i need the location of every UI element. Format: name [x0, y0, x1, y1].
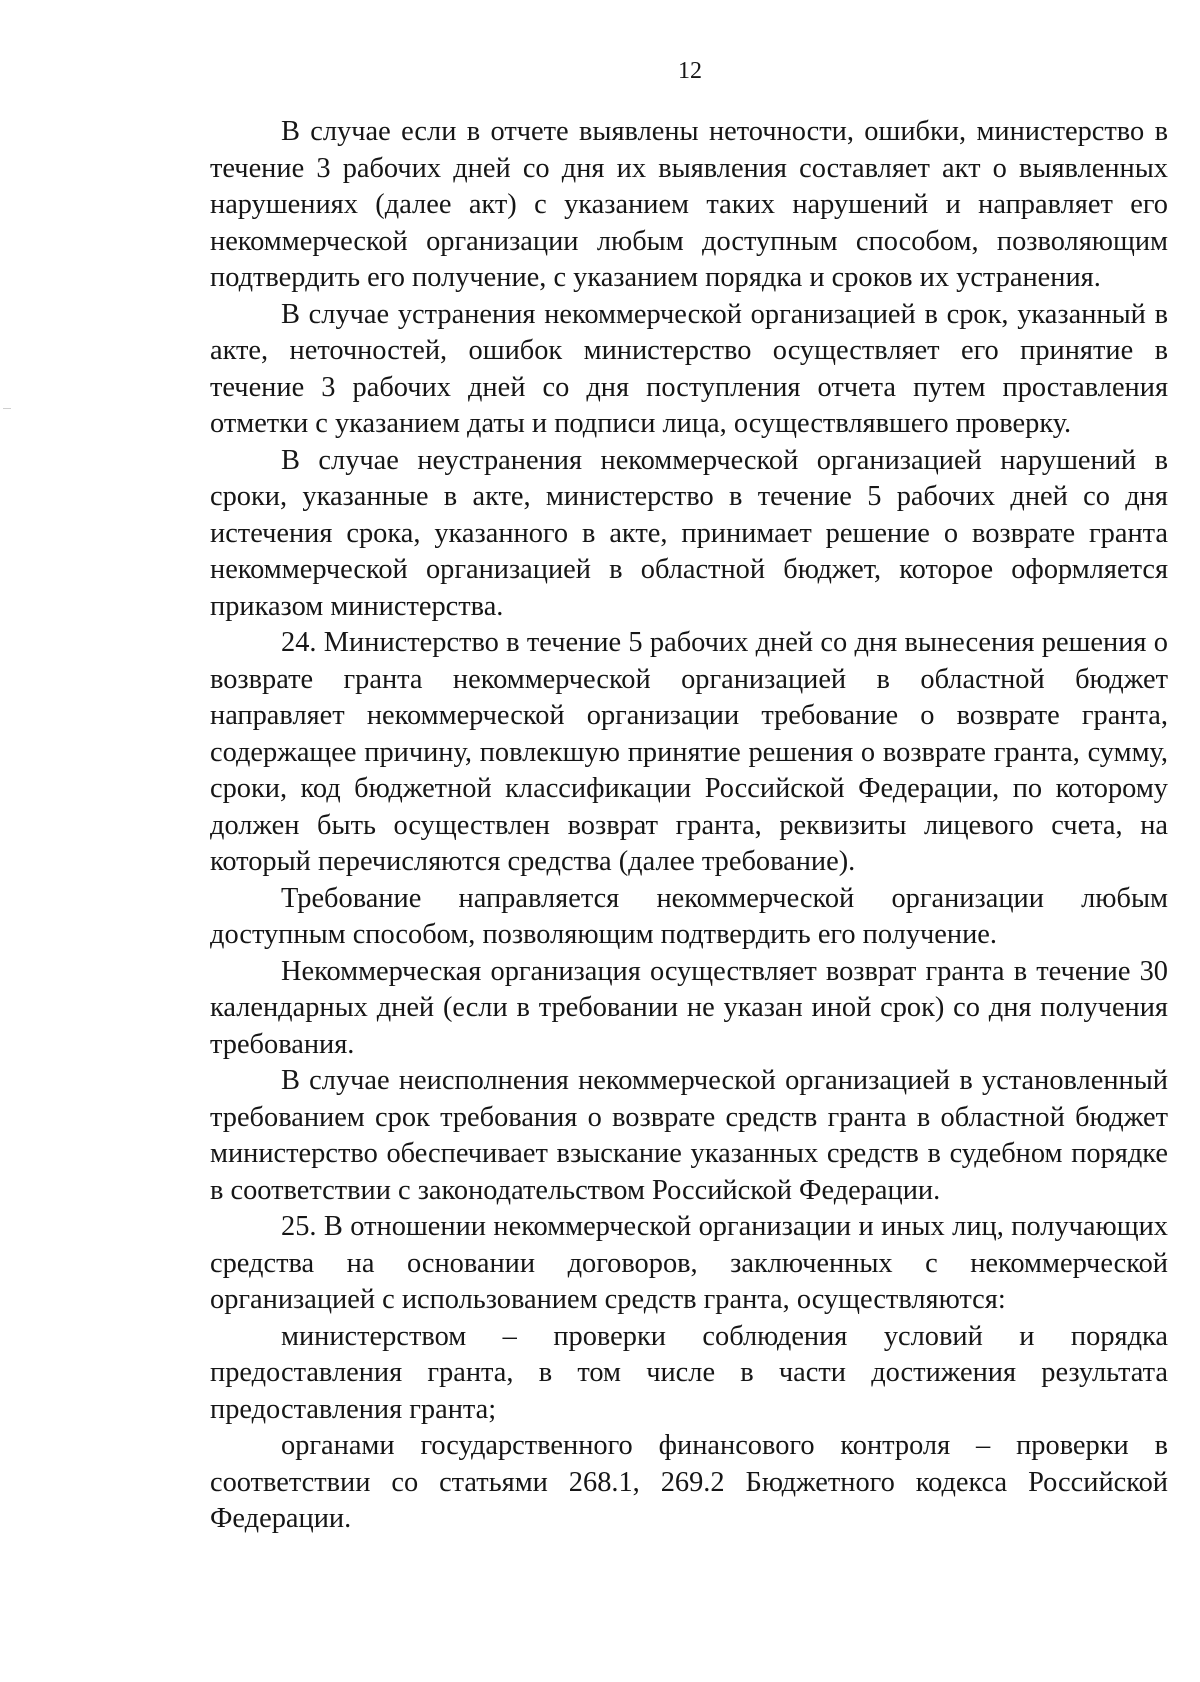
paragraph-item-25-inspections: 25. В отношении некоммерческой организации и иных лиц, получающих средства на основании договоров, заключенных с некоммерческой организацией с использованием средств гранта, осуществляются:: [210, 1211, 1168, 1315]
scan-margin-mark: [3, 408, 11, 409]
paragraph-non-fulfillment-court: В случае неисполнения некоммерческой организацией в установленный требованием срок требования о возврате средств гранта в областной бюджет министерство обеспечивает взыскание указанных средств в судебном порядке в соответствии с законодательством Российской Федерации.: [210, 1065, 1168, 1206]
paragraph-report-errors-act: В случае если в отчете выявлены неточности, ошибки, министерство в течение 3 рабочих дней со дня их выявления составляет акт о выявленных нарушениях (далее акт) с указанием таких нарушений и направляет его некоммерческой организации любым доступным способом, позволяющим подтвердить его получение, с указанием порядка и сроков их устранения.: [210, 116, 1168, 293]
document-body: [210, 114, 1168, 1538]
paragraph-ministry-inspections: министерством – проверки соблюдения условий и порядка предоставления гранта, в том числе в части достижения результата предоставления гранта;: [210, 1320, 1168, 1425]
paragraph-item-24-grant-return-demand: 24. Министерство в течение 5 рабочих дней со дня вынесения решения о возврате гранта некоммерческой организацией в областной бюджет направляет некоммерческой организации требование о возврате гранта, содержащее причину, повлекшую принятие решения о возврате гранта, сумму, сроки, код бюджетной классификации Российской Федерации, по которому должен быть осуществлен возврат гранта, реквизиты лицевого счета, на который перечисляются средства (далее требование).: [210, 627, 1168, 877]
paragraph-financial-control-inspections: органами государственного финансового контроля – проверки в соответствии со статьями 268.1, 269.2 Бюджетного кодекса Российской Федерации.: [210, 1430, 1168, 1534]
paragraph-errors-not-corrected: В случае неустранения некоммерческой организацией нарушений в сроки, указанные в акте, министерство в течение 5 рабочих дней со дня истечения срока, указанного в акте, принимает решение о возврате гранта некоммерческой организацией в областной бюджет, которое оформляется приказом министерства.: [210, 444, 1168, 622]
paragraph-errors-corrected: В случае устранения некоммерческой организацией в срок, указанный в акте, неточностей, ошибок министерство осуществляет его принятие в течение 3 рабочих дней со дня поступления отчета путем проставления отметки с указанием даты и подписи лица, осуществлявшего проверку.: [210, 298, 1168, 439]
paragraph-grant-return-deadline: Некоммерческая организация осуществляет возврат гранта в течение 30 календарных дней (если в требовании не указан иной срок) со дня получения требования.: [210, 955, 1168, 1060]
page-number: 12: [678, 58, 702, 84]
paragraph-demand-delivery: Требование направляется некоммерческой организации любым доступным способом, позволяющим подтвердить его получение.: [210, 882, 1168, 950]
